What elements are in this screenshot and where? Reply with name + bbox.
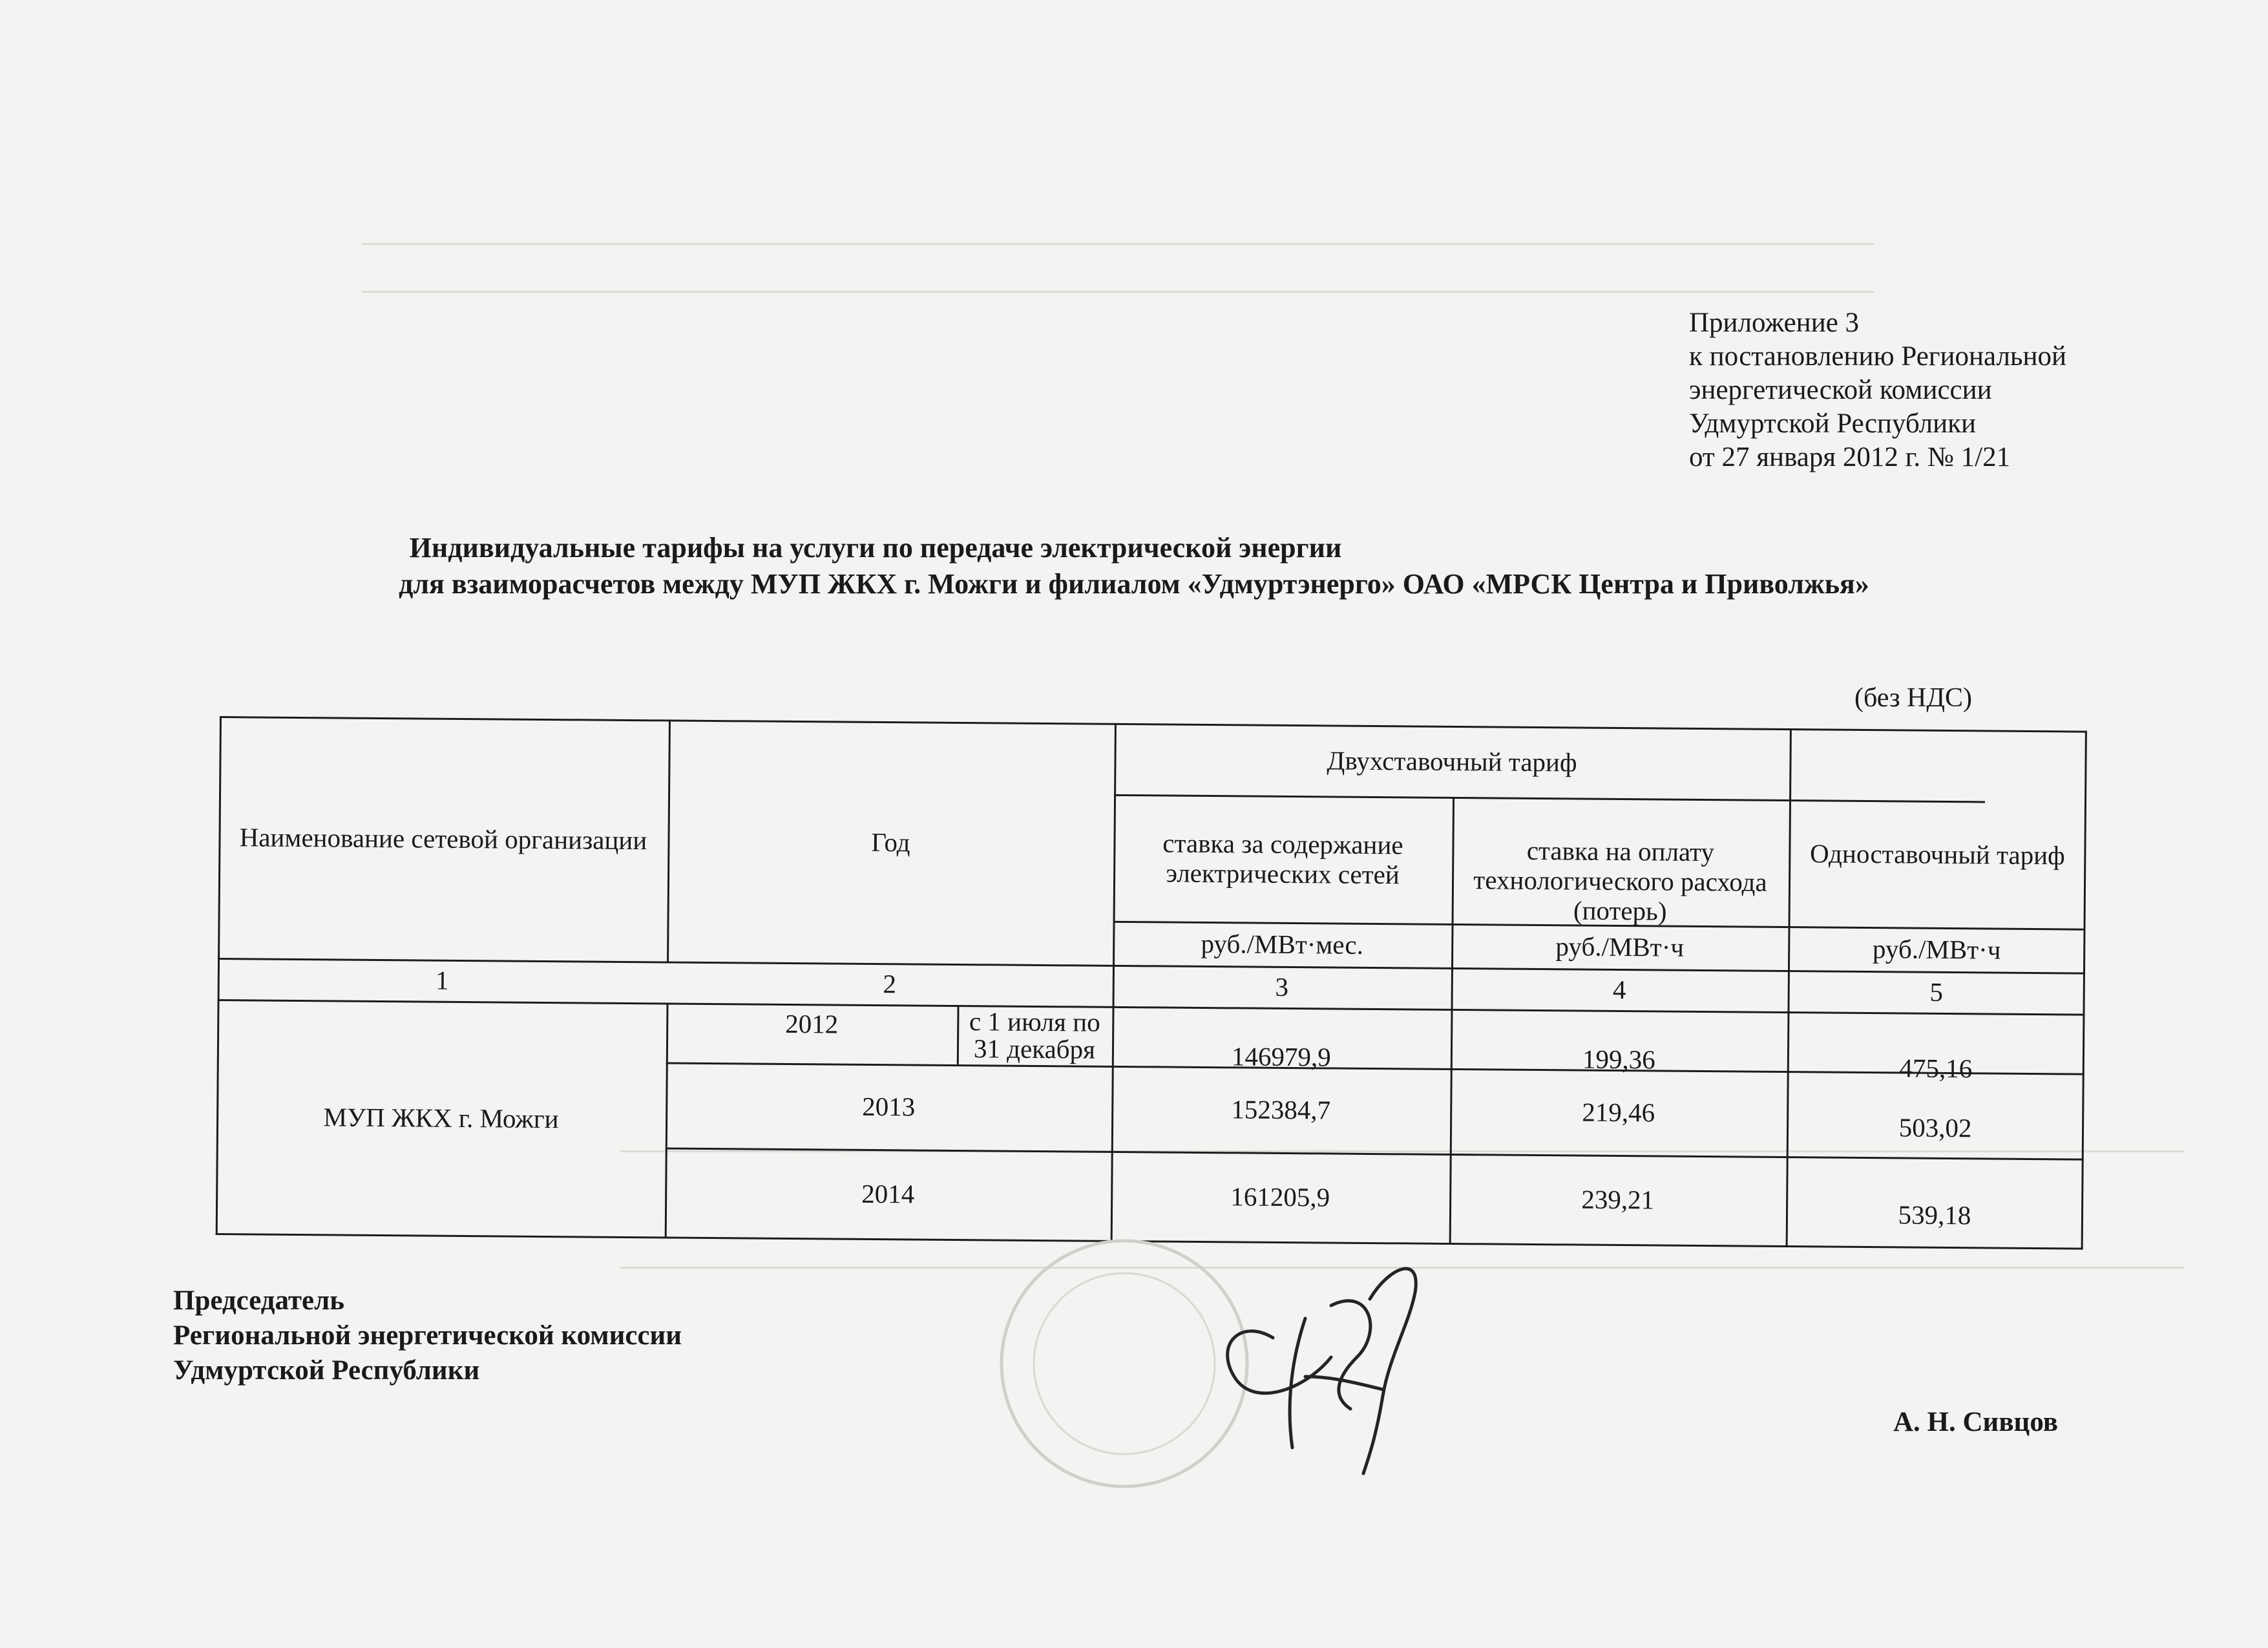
column-number: 5 [1929,977,1944,1007]
column-number: 2 [883,969,897,999]
appendix-block [1689,306,2066,474]
row-2012-period: с 1 июля по 31 декабря [969,1006,1100,1064]
row-2012-single: 475,16 [1899,1053,1973,1084]
unit-maintenance: руб./МВт·мес. [1201,928,1364,960]
appendix-line: к постановлению Региональной [1689,341,2067,372]
bleed-through-line [362,291,1874,293]
appendix-line: от 27 января 2012 г. № 1/21 [1689,442,2011,472]
column-number: 4 [1612,974,1626,1005]
bleed-through-line [362,243,1874,245]
row-2014-year: 2014 [861,1178,915,1209]
signer-position-line: Удмуртской Республики [173,1355,480,1386]
stamp-circle [1002,1241,1247,1486]
signer-name: А. Н. Сивцов [1893,1407,2058,1437]
header-maintenance-rate: ставка за содержание электрических сетей [1162,828,1403,890]
signer-position-line: Председатель [173,1285,344,1316]
row-2012-losses: 199,36 [1582,1044,1655,1075]
signer-position [173,1284,682,1388]
row-2014-losses: 239,21 [1581,1184,1655,1215]
row-2013-single: 503,02 [1898,1112,1972,1143]
vat-note: (без НДС) [1854,683,1973,713]
unit-single: руб./МВт·ч [1872,934,2001,965]
column-number: 3 [1275,971,1289,1002]
document-title-line-1: Индивидуальные тарифы на услуги по передаче электрической энергии [409,532,1342,564]
signature-stamp-graphic [969,1228,1551,1538]
signature-icon [1228,1269,1416,1474]
header-two-part-tariff: Двухставочный тариф [1327,745,1577,777]
appendix-line: Приложение 3 [1689,308,1860,338]
row-2012-year: 2012 [785,1008,839,1039]
appendix-line: Удмуртской Республики [1689,408,1977,439]
row-2013-losses: 219,46 [1582,1097,1655,1128]
header-org: Наименование сетевой организации [239,822,647,856]
unit-losses: руб./МВт·ч [1555,931,1685,962]
row-2014-maintenance: 161205,9 [1230,1181,1330,1212]
row-2012-maintenance: 146979,9 [1231,1041,1331,1072]
org-name: МУП ЖКХ г. Можги [323,1102,559,1134]
column-number: 1 [435,965,449,995]
header-year: Год [871,827,910,858]
row-2013-year: 2013 [862,1091,916,1122]
signer-position-line: Региональной энергетической комиссии [173,1320,682,1351]
stamp-inner-circle [1034,1273,1215,1454]
row-2013-maintenance: 152384,7 [1231,1094,1331,1125]
document-title-line-2: для взаиморасчетов между МУП ЖКХ г. Можги и филиалом «Удмуртэнерго» ОАО «МРСК Центра и Приволжья» [399,568,1869,600]
appendix-line: энергетической комиссии [1689,375,1992,405]
header-losses-rate: ставка на оплату технологического расхода (потерь) [1473,835,1767,926]
header-single-rate: Одноставочный тариф [1809,838,2065,871]
row-2014-single: 539,18 [1898,1199,1971,1231]
tariff-table [216,716,2087,1248]
